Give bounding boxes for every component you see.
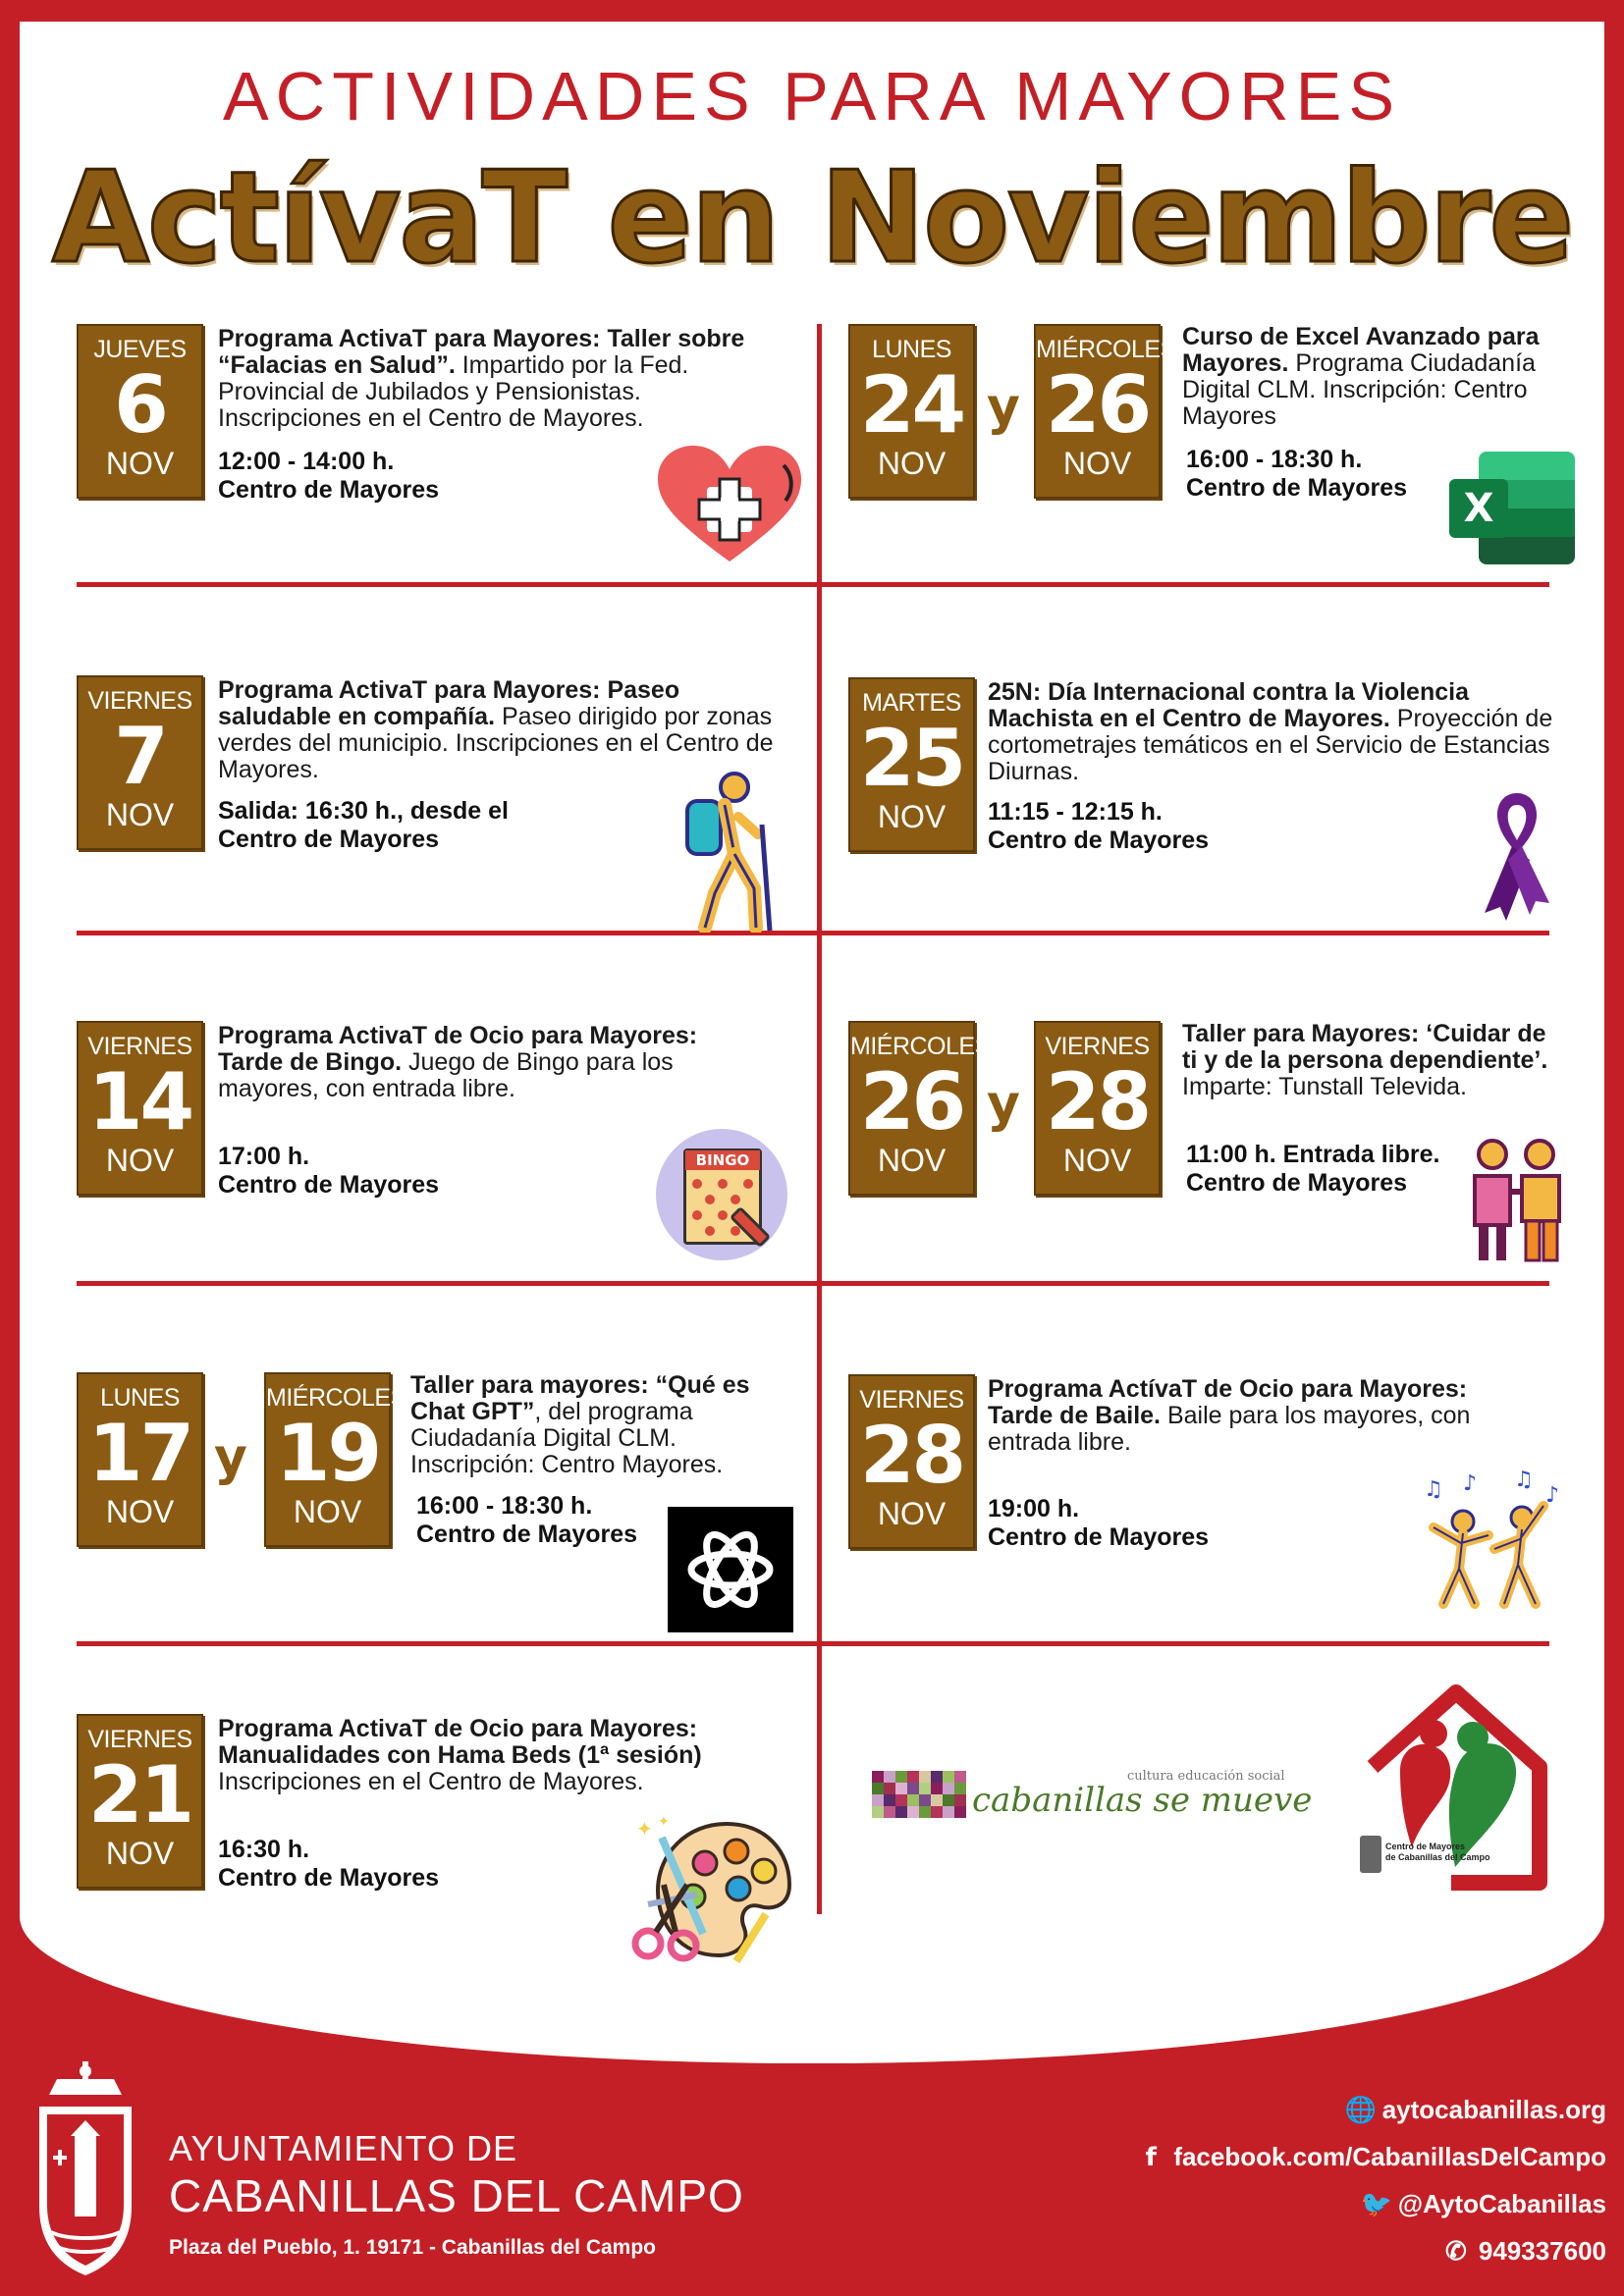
excel-icon bbox=[1449, 452, 1575, 564]
event-body: Baile para los mayores, con entrada libre. bbox=[988, 1402, 1471, 1456]
cabanillas-se-mueve-mosaic-icon bbox=[872, 1771, 970, 1820]
date-weekday: VIERNES bbox=[87, 687, 192, 715]
event-title: Taller para mayores: “Qué es Chat GPT” bbox=[410, 1371, 750, 1425]
date-badge bbox=[848, 677, 975, 852]
date-weekday: LUNES bbox=[872, 336, 951, 363]
event-time-place bbox=[988, 1495, 1209, 1552]
svg-text:♪: ♪ bbox=[1463, 1471, 1478, 1496]
facebook-icon: f bbox=[1145, 2142, 1157, 2172]
date-weekday: MIÉRCOLES bbox=[850, 1033, 991, 1060]
phone-icon: ✆ bbox=[1444, 2236, 1467, 2266]
event-title: 25N: Día Internacional contra la Violencia Machista en el Centro de Mayores. bbox=[988, 678, 1469, 732]
event-place: Centro de Mayores bbox=[218, 476, 440, 504]
footer-phone-text: 949337600 bbox=[1478, 2236, 1606, 2266]
date-day: 14 bbox=[87, 1056, 192, 1148]
event-body: Programa Ciudadanía Digital CLM. Inscripción: Centro Mayores bbox=[1182, 349, 1536, 430]
footer-facebook-link[interactable] bbox=[1136, 2142, 1606, 2172]
date-connector: y bbox=[214, 1428, 247, 1487]
date-day: 6 bbox=[114, 359, 166, 451]
event-place: Centro de Mayores bbox=[988, 827, 1210, 854]
event-title: Programa ActívaT de Ocio para Mayores: Tarde de Baile. bbox=[988, 1375, 1468, 1429]
event-time: 19:00 h. bbox=[988, 1495, 1080, 1522]
event-title: Programa ActivaT de Ocio para Mayores: Manualidades con Hama Beds (1ª sesión) bbox=[218, 1715, 702, 1769]
footer-org-line2: CABANILLAS DEL CAMPO bbox=[169, 2170, 744, 2221]
event-time: 17:00 h. bbox=[218, 1143, 310, 1170]
footer-address: Plaza del Pueblo, 1. 19171 - Cabanillas del Campo bbox=[169, 2236, 657, 2259]
date-badge bbox=[848, 1021, 991, 1196]
footer-web-link[interactable] bbox=[1345, 2095, 1606, 2125]
event-time-place bbox=[1186, 446, 1407, 503]
cabanillas-tagline: cultura educación social bbox=[1127, 1769, 1285, 1784]
caregivers-icon bbox=[1463, 1137, 1569, 1262]
municipal-crest-small-icon bbox=[1360, 1836, 1381, 1873]
row-divider bbox=[77, 582, 1549, 587]
date-month: NOV bbox=[293, 1494, 362, 1529]
date-badge bbox=[77, 1714, 203, 1889]
date-month: NOV bbox=[1062, 446, 1132, 481]
date-weekday: VIERNES bbox=[859, 1386, 964, 1414]
event-description bbox=[218, 1023, 768, 1102]
hiker-icon bbox=[656, 766, 784, 933]
event-time-place bbox=[218, 1143, 439, 1200]
date-day: 28 bbox=[1045, 1056, 1150, 1148]
dancers-icon bbox=[1420, 1467, 1567, 1614]
event-description bbox=[988, 679, 1567, 785]
date-badge bbox=[77, 1372, 203, 1547]
date-badge bbox=[1034, 324, 1176, 499]
date-month: NOV bbox=[105, 1836, 175, 1871]
date-day: 7 bbox=[114, 711, 166, 802]
centro-de-mayores-logo-icon bbox=[1353, 1681, 1559, 1898]
header-kicker: ACTIVIDADES PARA MAYORES bbox=[222, 58, 1402, 134]
event-body: Proyección de cortometrajes temáticos en el Servicio de Estancias Diurnas. bbox=[988, 705, 1553, 785]
date-day: 21 bbox=[87, 1749, 192, 1841]
date-badge bbox=[264, 1372, 406, 1547]
event-time: 16:00 - 18:30 h. bbox=[416, 1492, 593, 1520]
excel-letter: X bbox=[1449, 479, 1508, 538]
date-day: 28 bbox=[859, 1410, 964, 1501]
event-time: 11:00 h. Entrada libre. bbox=[1186, 1141, 1440, 1168]
event-description bbox=[988, 1376, 1538, 1456]
crafts-palette-icon bbox=[628, 1816, 795, 1963]
svg-text:♪: ♪ bbox=[1545, 1483, 1560, 1508]
event-title: Programa ActivaT de Ocio para Mayores: Tarde de Bingo. bbox=[218, 1022, 698, 1076]
date-weekday: LUNES bbox=[100, 1384, 180, 1412]
event-description bbox=[218, 326, 783, 432]
date-day: 19 bbox=[275, 1408, 380, 1499]
date-month: NOV bbox=[877, 1496, 947, 1531]
date-month: NOV bbox=[105, 1494, 175, 1529]
event-place: Centro de Mayores bbox=[218, 1864, 440, 1892]
event-body: Paseo dirigido por zonas verdes del municipio. Inscripciones en el Centro de Mayores. bbox=[218, 703, 774, 783]
event-place: Centro de Mayores bbox=[1186, 1169, 1408, 1197]
event-title: Programa ActivaT para Mayores: Taller sobre “Falacias en Salud”. bbox=[218, 325, 745, 379]
date-month: NOV bbox=[877, 446, 947, 481]
event-time-place bbox=[218, 448, 439, 505]
date-month: NOV bbox=[877, 799, 947, 834]
globe-icon: 🌐 bbox=[1344, 2095, 1378, 2124]
svg-text:✦: ✦ bbox=[636, 1817, 653, 1841]
date-badge bbox=[77, 675, 203, 850]
date-month: NOV bbox=[105, 797, 175, 832]
footer-web-text: aytocabanillas.org bbox=[1381, 2095, 1606, 2124]
date-weekday: MARTES bbox=[862, 689, 961, 717]
event-place: Centro de Mayores bbox=[1186, 474, 1408, 502]
date-weekday: MIÉRCOLES bbox=[1036, 336, 1176, 363]
date-weekday: VIERNES bbox=[1045, 1033, 1150, 1060]
date-month: NOV bbox=[105, 1143, 175, 1178]
event-title: Taller para Mayores: ‘Cuidar de ti y de la persona dependiente’. bbox=[1182, 1020, 1548, 1074]
event-title: Curso de Excel Avanzado para Mayores. bbox=[1182, 323, 1540, 377]
date-month: NOV bbox=[1062, 1143, 1132, 1178]
event-description bbox=[410, 1372, 793, 1478]
centro-de-mayores-caption bbox=[1385, 1842, 1490, 1863]
event-body: Inscripciones en el Centro de Mayores. bbox=[218, 1768, 644, 1795]
header-title: ActívaT en Noviembre bbox=[51, 145, 1573, 292]
date-month: NOV bbox=[105, 446, 175, 481]
footer-facebook-text: facebook.com/CabanillasDelCampo bbox=[1173, 2142, 1606, 2171]
event-place: Centro de Mayores bbox=[416, 1521, 638, 1548]
event-time-place bbox=[218, 797, 509, 854]
event-body: Juego de Bingo para los mayores, con entrada libre. bbox=[218, 1048, 674, 1102]
date-day: 26 bbox=[859, 1056, 964, 1148]
purple-ribbon-icon bbox=[1473, 785, 1561, 923]
event-time: 16:30 h. bbox=[218, 1836, 310, 1863]
event-place: Centro de Mayores bbox=[988, 1523, 1210, 1551]
event-description bbox=[1182, 1021, 1565, 1100]
date-day: 25 bbox=[859, 713, 964, 804]
date-badge bbox=[77, 1021, 203, 1196]
centro-line-1: Centro de Mayores bbox=[1385, 1842, 1466, 1851]
date-weekday: VIERNES bbox=[87, 1033, 192, 1060]
twitter-bird-icon: 🐦 bbox=[1360, 2189, 1393, 2218]
date-connector: y bbox=[987, 1075, 1020, 1134]
row-divider bbox=[77, 931, 1549, 935]
cabanillas-se-mueve-logo: cabanillas se mueve bbox=[972, 1781, 1313, 1820]
bingo-card-icon bbox=[656, 1129, 787, 1260]
health-heart-icon bbox=[656, 444, 803, 565]
date-day: 24 bbox=[859, 359, 964, 451]
date-badge bbox=[77, 324, 203, 499]
event-time: 16:00 - 18:30 h. bbox=[1186, 446, 1363, 473]
svg-text:♫: ♫ bbox=[1514, 1468, 1534, 1492]
event-place: Centro de Mayores bbox=[218, 826, 440, 853]
date-weekday: VIERNES bbox=[87, 1726, 192, 1753]
event-place: Centro de Mayores bbox=[218, 1171, 440, 1199]
event-time-place bbox=[988, 798, 1209, 855]
svg-text:✦: ✦ bbox=[658, 1816, 670, 1830]
event-body: Impartido por la Fed. Provincial de Jubilados y Pensionistas. Inscripciones en el Centro de Mayores. bbox=[218, 351, 689, 432]
row-divider bbox=[77, 1281, 1549, 1286]
column-divider bbox=[817, 324, 822, 1914]
event-time-place bbox=[1186, 1141, 1439, 1198]
date-day: 17 bbox=[87, 1408, 192, 1499]
row-divider bbox=[77, 1641, 1549, 1646]
footer-phone-link[interactable] bbox=[1441, 2236, 1606, 2267]
date-badge bbox=[1034, 1021, 1161, 1196]
date-badge bbox=[848, 324, 975, 499]
date-badge bbox=[848, 1374, 975, 1549]
footer-org-line1: AYUNTAMIENTO DE bbox=[169, 2128, 518, 2168]
event-description bbox=[218, 1716, 807, 1795]
event-body: Imparte: Tunstall Televida. bbox=[1182, 1073, 1467, 1100]
event-time: 11:15 - 12:15 h. bbox=[988, 798, 1163, 826]
date-month: NOV bbox=[877, 1143, 947, 1178]
bingo-label: BINGO bbox=[685, 1150, 760, 1170]
centro-line-2: de Cabanillas del Campo bbox=[1385, 1852, 1490, 1862]
date-weekday: JUEVES bbox=[93, 336, 187, 363]
event-time: 12:00 - 14:00 h. bbox=[218, 448, 395, 475]
event-time: Salida: 16:30 h., desde el bbox=[218, 797, 509, 825]
date-day: 26 bbox=[1045, 359, 1150, 451]
footer-twitter-text: @AytoCabanillas bbox=[1397, 2189, 1606, 2218]
event-description bbox=[1182, 324, 1555, 430]
ayuntamiento-crest-icon bbox=[27, 2059, 143, 2280]
svg-text:♫: ♫ bbox=[1424, 1477, 1443, 1502]
event-body: , del programa Ciudadanía Digital CLM. Inscripción: Centro Mayores. bbox=[410, 1398, 724, 1478]
event-title: Programa ActivaT para Mayores: Paseo saludable en compañía. bbox=[218, 676, 680, 730]
chatgpt-icon bbox=[668, 1507, 793, 1632]
date-connector: y bbox=[987, 378, 1020, 437]
event-time-place bbox=[218, 1836, 439, 1893]
footer-twitter-link[interactable] bbox=[1361, 2189, 1606, 2219]
event-time-place bbox=[416, 1492, 637, 1549]
date-weekday: MIÉRCOLES bbox=[266, 1384, 406, 1412]
